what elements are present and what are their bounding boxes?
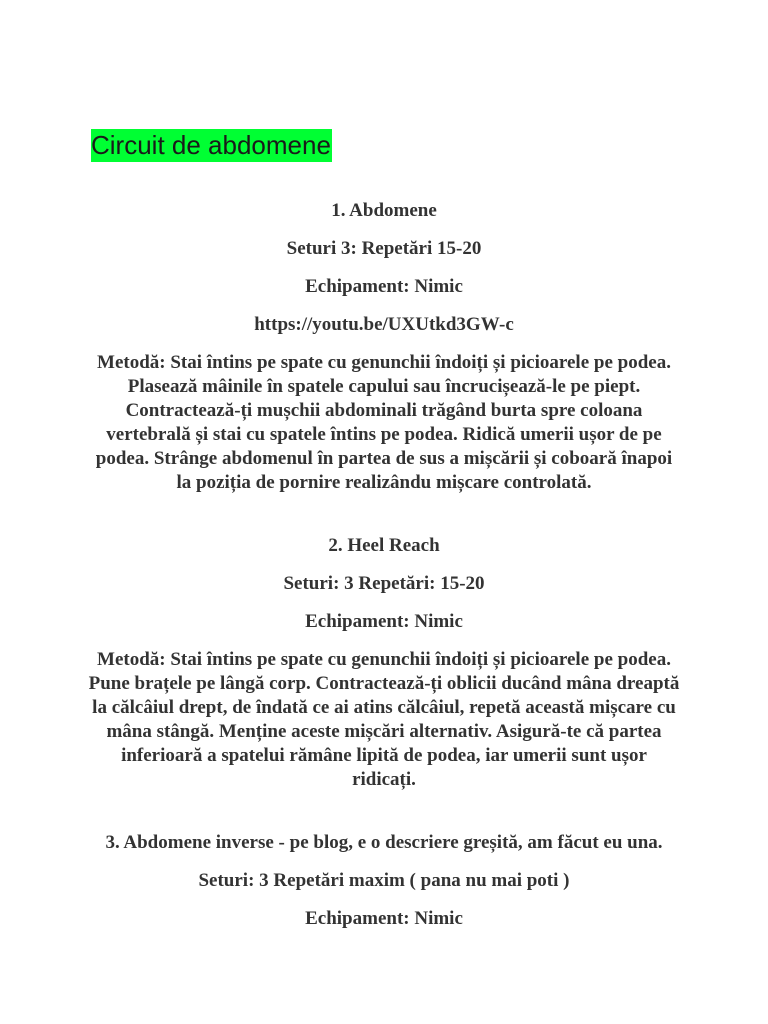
exercise-section-1	[88, 199, 680, 495]
exercise-equipment: Echipament: Nimic	[305, 276, 463, 297]
exercise-method: Metodă: Stai întins pe spate cu genunchii îndoiți și picioarele pe podea. Pune brațele pe lângă corp. Contractează-ți oblicii ducând mâna dreaptă la călcâiul drept, de îndată ce ai atins călcâiul, repetă această mișcare cu mâna stângă. Menține aceste mișcări alternativ. Asigură-te că partea inferioară a spatelui rămâne lipită de podea, iar umerii sunt ușor ridicați.	[88, 649, 680, 790]
exercise-section-2	[88, 534, 680, 792]
exercise-heading: 1. Abdomene	[331, 200, 437, 221]
exercise-section-3	[88, 831, 680, 931]
exercise-sets: Seturi: 3 Repetări: 15-20	[283, 573, 485, 594]
exercise-sets: Seturi: 3 Repetări maxim ( pana nu mai poti )	[198, 870, 570, 891]
document-title: Circuit de abdomene	[91, 130, 331, 160]
exercise-heading: 2. Heel Reach	[328, 535, 440, 556]
exercise-heading: 3. Abdomene inverse - pe blog, e o descriere greșită, am făcut eu una.	[105, 832, 663, 853]
exercise-equipment: Echipament: Nimic	[305, 908, 463, 929]
exercise-method: Metodă: Stai întins pe spate cu genunchii îndoiți și picioarele pe podea. Plasează mâinile în spatele capului sau încrucișează-le pe piept. Contractează-ți mușchii abdominali trăgând burta spre coloana vertebrală și stai cu spatele întins pe podea. Ridică umerii ușor de pe podea. Strânge abdomenul în partea de sus a mișcării și coboară înapoi la poziția de pornire realizându mișcare controlată.	[95, 352, 673, 493]
exercise-equipment: Echipament: Nimic	[305, 611, 463, 632]
exercise-video-link[interactable]: https://youtu.be/UXUtkd3GW-c	[254, 314, 514, 335]
exercise-sets: Seturi 3: Repetări 15-20	[286, 238, 482, 259]
document-body	[88, 199, 680, 970]
